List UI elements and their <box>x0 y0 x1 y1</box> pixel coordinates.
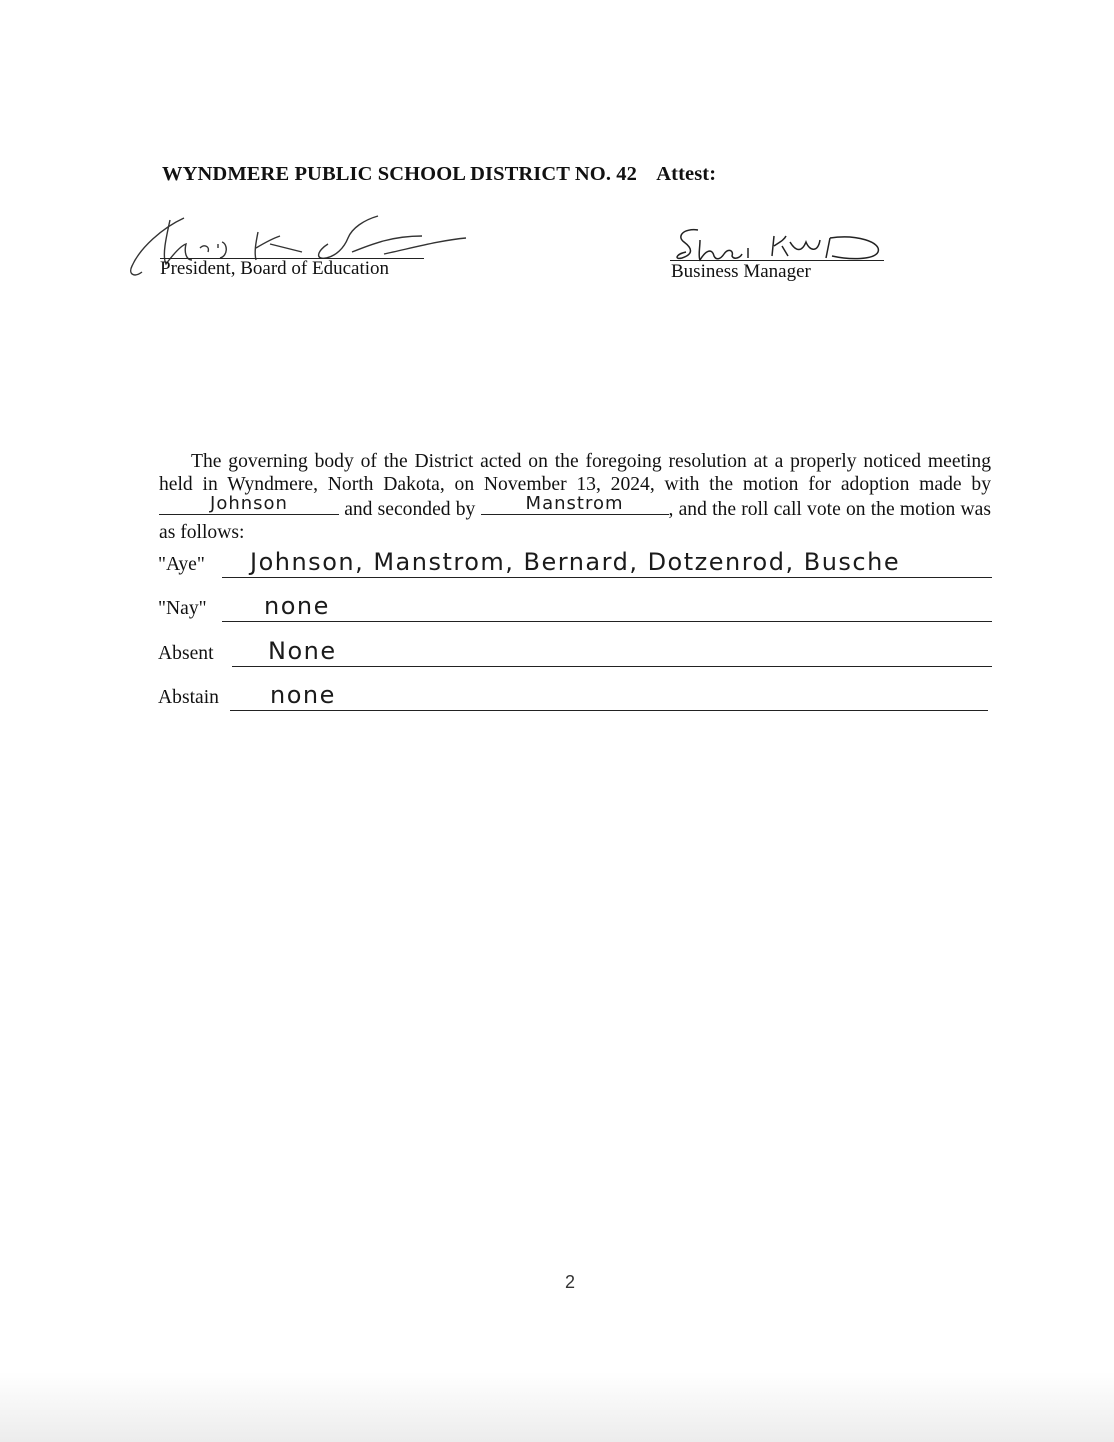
resolution-paragraph <box>159 451 991 544</box>
viewer-bottom-shade <box>0 1372 1114 1442</box>
moved-by-field <box>159 493 339 515</box>
vote-row-absent <box>158 639 992 669</box>
seconded-by-field <box>481 493 669 515</box>
page-number: 2 <box>564 1272 575 1292</box>
vote-row-abstain <box>158 683 992 713</box>
president-signature-block <box>122 208 472 288</box>
business-manager-caption: Business Manager <box>671 261 811 282</box>
abstain-value: none <box>270 681 336 709</box>
nay-value: none <box>264 592 330 620</box>
vote-row-nay <box>158 594 992 624</box>
aye-label: "Aye" <box>158 554 205 575</box>
document-heading <box>162 163 716 186</box>
seconded-by-value: Manstrom <box>525 493 624 514</box>
vote-row-aye <box>158 550 992 580</box>
resolution-text-3: , and the roll call vote on the motion was as follows: <box>159 499 991 543</box>
moved-by-value: Johnson <box>210 493 288 514</box>
nay-label: "Nay" <box>158 598 207 619</box>
business-manager-signature-block <box>670 220 890 286</box>
resolution-text-2: and seconded by <box>344 499 476 520</box>
absent-label: Absent <box>158 643 214 664</box>
absent-value: None <box>268 637 337 665</box>
president-caption: President, Board of Education <box>160 258 390 279</box>
district-name: WYNDMERE PUBLIC SCHOOL DISTRICT NO. 42 <box>162 163 637 185</box>
aye-value: Johnson, Manstrom, Bernard, Dotzenrod, Busche <box>250 548 901 576</box>
resolution-text-1: The governing body of the District acted on the foregoing resolution at a properly noticed meeting held in Wyndmere, North Dakota, on November 13, 2024, with the motion for adoption made by <box>159 451 991 495</box>
attest-label: Attest: <box>656 163 717 185</box>
abstain-label: Abstain <box>158 687 219 708</box>
